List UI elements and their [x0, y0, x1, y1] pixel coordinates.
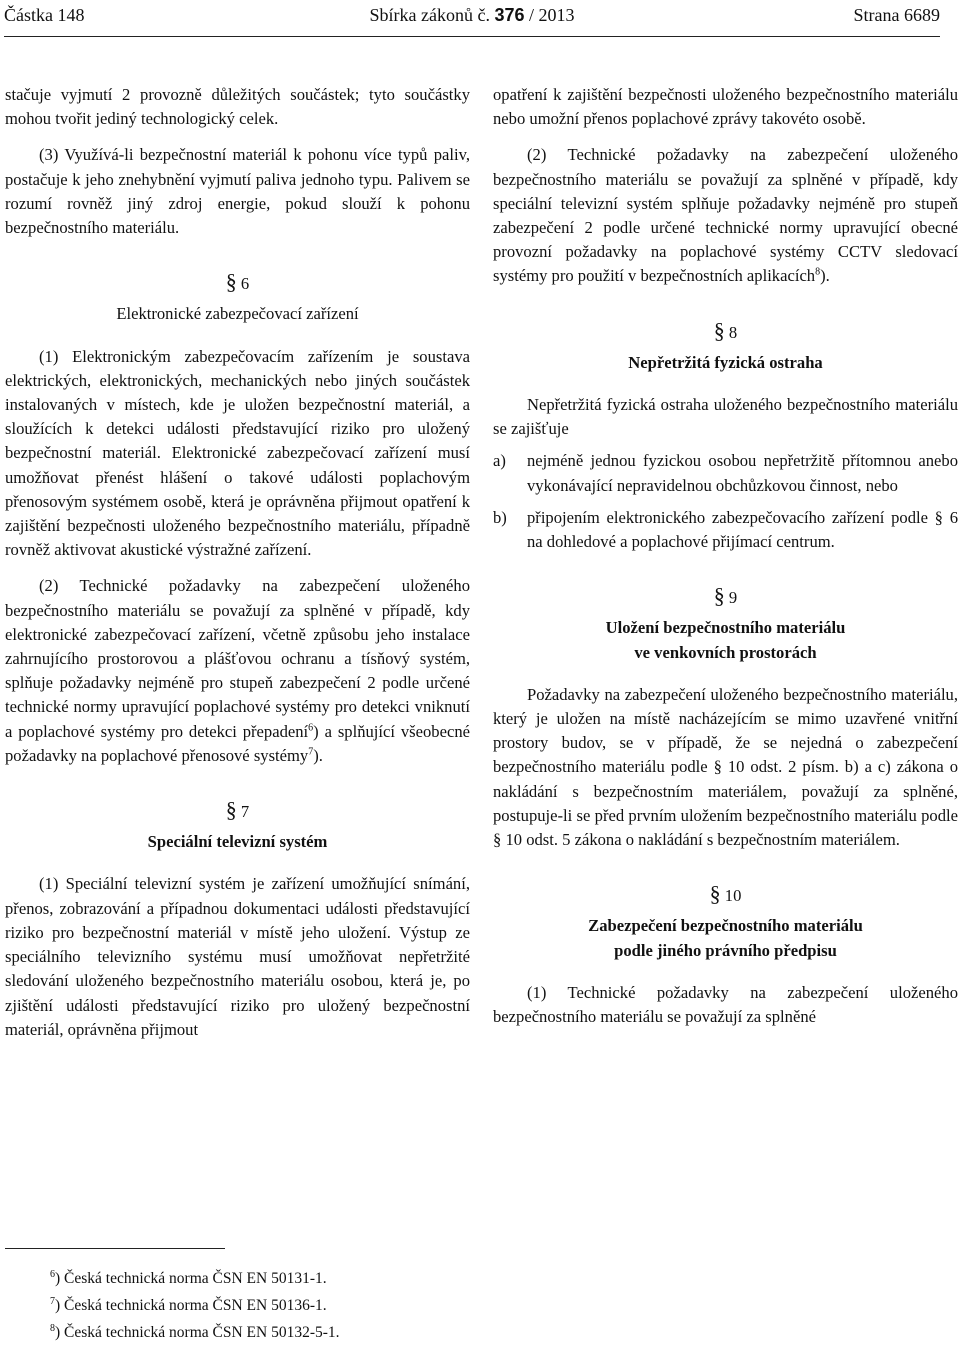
section-title-line: Zabezpečení bezpečnostního materiálu [588, 916, 863, 936]
paragraph: (3) Využívá-li bezpečnostní materiál k pohonu více typů paliv, postačuje k jeho znehybnění vyjmutí paliva jednoho typu. Palivem se rozumí rovněž jiný zdroj energie, pokud slouží k pohonu bezpečnostního materiálu. [5, 145, 470, 238]
section-number-value: 9 [728, 588, 738, 608]
section-symbol: § [225, 797, 237, 823]
list-marker: b) [493, 507, 507, 527]
footnotes [50, 1265, 340, 1346]
list-marker: a) [493, 451, 506, 471]
footnote-text: ) Česká technická norma ČSN EN 50132-5-1. [55, 1324, 340, 1341]
footnote-ref: 7 [308, 746, 314, 758]
footnote-number: 6 [50, 1268, 55, 1280]
paragraph: Požadavky na zabezpečení uloženého bezpečnostního materiálu, který je uložen na místě nacházejícím se mimo uzavřené vnitřní prostory budov, se v případě, že se nejedná o zabezpečení bezpečnostního materiálu podle § 10 odst. 2 písm. b) a c) zákona o nakládání s bezpečnostním materiálem, považují za splněné, postupuje-li se před prvním uložením bezpečnostního materiálu podle § 10 odst. 5 zákona o nakládání s bezpečnostním materiálem. [493, 684, 958, 850]
section-title: Elektronické zabezpečovací zařízení [116, 304, 359, 324]
section-number-value: 6 [240, 274, 250, 294]
section-number [493, 882, 958, 908]
section-symbol: § [225, 269, 237, 295]
collection-number: 376 [494, 5, 525, 25]
section-title [493, 616, 958, 664]
list-item [493, 449, 958, 497]
page-header [4, 3, 940, 29]
paragraph: Nepřetržitá fyzická ostraha uloženého bezpečnostního materiálu se zajišťuje [493, 395, 958, 439]
paragraph [5, 574, 470, 768]
paragraph [493, 143, 958, 288]
paragraph: (1) Elektronickým zabezpečovacím zařízením je soustava elektrických, elektronických, mechanických nebo jiných součástek instalovaných v místech, kde je uložen bezpečnostní materiál, a sloužících k detekci události představující riziko pro uložený bezpečnostní materiál. Elektronické zabezpečovací zařízení musí umožňovat přenést hlášení o takové události poplachovým přenosovým systémem osobě, která je oprávněna přijmout opatření k zajištění bezpečnosti uloženého bezpečnostního materiálu, případně rovněž aktivovat akustické výstražné zařízení. [5, 346, 470, 560]
paragraph-text: ). [313, 745, 323, 765]
section-number [5, 798, 470, 824]
paragraph-text: ). [820, 266, 830, 286]
collection-prefix: Sbírka zákonů č. [369, 5, 490, 25]
section-number [493, 584, 958, 610]
footnote-rule [5, 1248, 225, 1249]
section-symbol: § [713, 583, 725, 609]
section-number-value: 10 [724, 886, 742, 906]
paragraph-text: ) a splňující všeobecné požadavky na poplachové přenosové systémy [5, 721, 470, 765]
footnote-ref: 6 [308, 722, 314, 734]
page-number: Strana 6689 [853, 5, 940, 25]
footnote-text: ) Česká technická norma ČSN EN 50136-1. [55, 1297, 327, 1314]
right-column [493, 83, 958, 1029]
section-title [493, 914, 958, 962]
paragraph-text: (2) Technické požadavky na zabezpečení uloženého bezpečnostního materiálu se považují za splněné v případě, kdy speciální televizní systém splňuje požadavky nejméně pro stupeň zabezpečení 2 podle určené technické normy upravující obecné provozní požadavky na poplachové systémy CCTV sledovací systémy pro použití v bezpečnostních aplikacích [493, 145, 958, 286]
section-title: Nepřetržitá fyzická ostraha [628, 352, 823, 372]
paragraph: opatření k zajištění bezpečnosti uloženého bezpečnostního materiálu nebo umožní přenos poplachové zprávy takovéto osobě. [493, 85, 958, 129]
section-title-line: ve venkovních prostorách [634, 642, 817, 662]
paragraph-text: (2) Technické požadavky na zabezpečení uloženého bezpečnostního materiálu se považují za splněné v případě, kdy elektronické zabezpečovací zařízení, včetně způsobu jeho instalace zahrnujícího prostorovou a plášťovou ochranu a tísňový systém, splňuje požadavky nejméně pro stupeň zabezpečení 2 podle určené technické normy upravující poplachové systémy pro detekci vniknutí a poplachové systémy pro detekci přepadení [5, 576, 470, 741]
list-text: nejméně jednou fyzickou osobou nepřetržitě přítomnou anebo vykonávající nepravidelnou obchůzkovou činnost, nebo [527, 451, 958, 495]
footnote-number: 8 [50, 1322, 55, 1334]
footnote-number: 7 [50, 1295, 55, 1307]
paragraph: stačuje vyjmutí 2 provozně důležitých součástek; tyto součástky mohou tvořit jediný technologický celek. [5, 85, 470, 129]
collection-year: / 2013 [529, 5, 575, 25]
list-item [493, 506, 958, 554]
footnote [50, 1265, 340, 1292]
section-title: Speciální televizní systém [147, 832, 328, 852]
footnote [50, 1319, 340, 1346]
footnote-ref: 8 [815, 266, 821, 278]
footnote-text: ) Česká technická norma ČSN EN 50131-1. [55, 1270, 327, 1287]
section-number-value: 7 [240, 802, 250, 822]
issue-label: Částka 148 [4, 5, 85, 25]
section-number [5, 270, 470, 296]
list-text: připojením elektronického zabezpečovacího zařízení podle § 6 na dohledové a poplachové přijímací centrum. [527, 507, 958, 552]
left-column [5, 83, 470, 1042]
section-symbol: § [713, 317, 725, 343]
paragraph: (1) Technické požadavky na zabezpečení uloženého bezpečnostního materiálu se považují za splněné [493, 982, 958, 1027]
section-symbol: § [709, 881, 721, 907]
section-number-value: 8 [728, 322, 738, 342]
header-rule [4, 36, 940, 37]
section-title-line: Uložení bezpečnostního materiálu [605, 618, 846, 638]
collection-title [4, 3, 940, 27]
paragraph: (1) Speciální televizní systém je zařízení umožňující snímání, přenos, zobrazování a případnou dokumentaci události představující riziko pro bezpečnostní materiál v místě jeho uložení. Výstup ze speciálního televizního systému musí umožňovat nepřetržité sledování uloženého bezpečnostního materiálu osobou, která je, po zjištění události představující riziko pro uložený bezpečnostní materiál, oprávněna přijmout [5, 874, 470, 1039]
section-number [493, 319, 958, 345]
section-title-line: podle jiného právního předpisu [614, 940, 837, 960]
footnote [50, 1292, 340, 1319]
